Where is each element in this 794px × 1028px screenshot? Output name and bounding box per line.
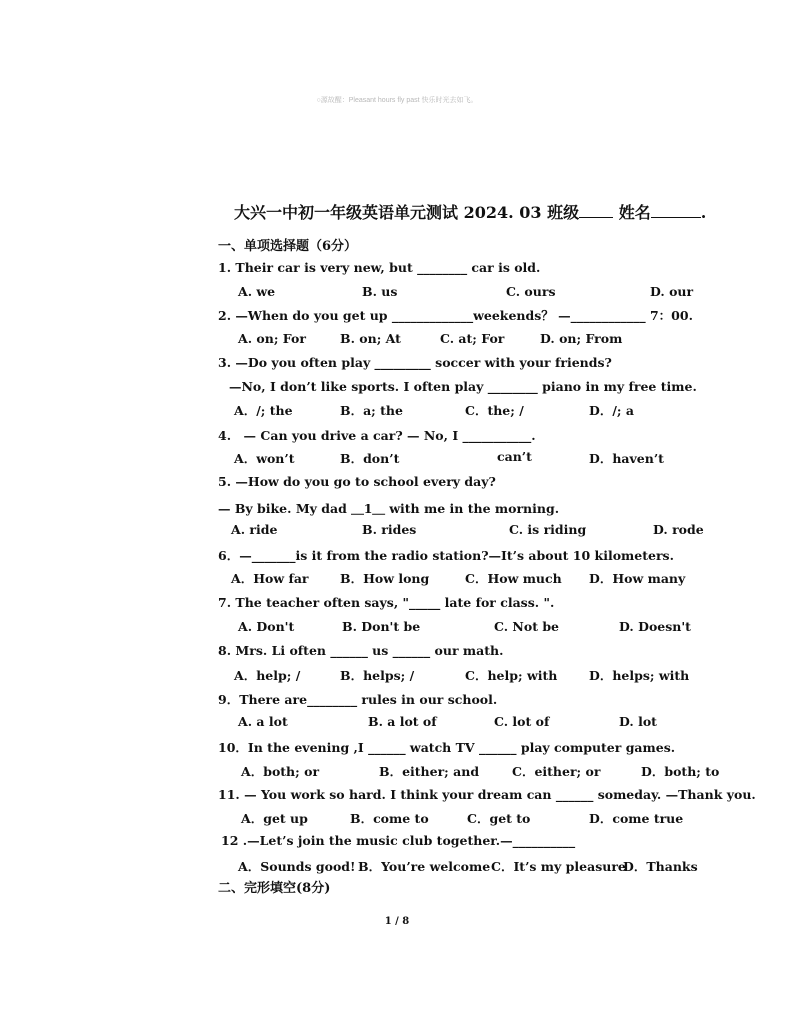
option-a: A．both; or (241, 764, 320, 779)
option-d: D. our (650, 284, 694, 299)
option-d: D．Thanks (623, 859, 698, 874)
section-heading: 一、单项选择题（6分） (218, 239, 358, 254)
question-options (0, 762, 794, 780)
option-b: B．You’re welcome (358, 859, 491, 874)
option-c: C．either; or (512, 764, 601, 779)
option-a: A. on; For (238, 331, 306, 346)
option-a: A. a lot (238, 714, 288, 729)
question-options (0, 809, 794, 827)
question-stem: 9．There are________ rules in our school. (218, 692, 498, 707)
question-stem: 8. Mrs. Li often ______ us ______ our math. (218, 643, 504, 658)
option-a: A．/; the (234, 403, 293, 418)
name-blank (651, 203, 701, 218)
option-c: C. lot of (494, 714, 550, 729)
option-d: D. on; From (540, 331, 623, 346)
option-b: B. rides (362, 522, 417, 537)
option-c: C．It’s my pleasure (491, 859, 626, 874)
option-d: D．come true (589, 811, 684, 826)
class-blank (579, 203, 613, 218)
option-c: C. is riding (509, 522, 587, 537)
question-stem: 12 .—Let’s join the music club together.—__________ (221, 833, 576, 848)
option-c: C．help; with (465, 668, 558, 683)
option-a: A．How far (231, 571, 309, 586)
question-options (0, 401, 794, 419)
option-c: C．How much (465, 571, 562, 586)
option-d: D. rode (653, 522, 704, 537)
option-a: A．won’t (234, 451, 295, 466)
option-c: can’t (497, 449, 532, 464)
option-b: B．come to (350, 811, 429, 826)
option-b: B．don’t (340, 451, 400, 466)
option-d: D．helps; with (589, 668, 690, 683)
option-b: B．How long (340, 571, 430, 586)
option-b: B．either; and (379, 764, 480, 779)
option-a: A. we (238, 284, 276, 299)
option-b: B．helps; / (340, 668, 415, 683)
question-options (0, 569, 794, 587)
question-stem: 4. — Can you drive a car? — No, I ___________. (218, 428, 536, 443)
option-d: D．/; a (589, 403, 634, 418)
option-a: A. Don't (238, 619, 295, 634)
question-stem: 1. Their car is very new, but ________ car is old. (218, 260, 541, 275)
option-b: B. on; At (340, 331, 401, 346)
question-options (0, 857, 794, 875)
question-stem: 6．—_______is it from the radio station?—It’s about 10 kilometers. (218, 548, 674, 563)
option-c: C．the; / (465, 403, 524, 418)
option-b: B. Don't be (342, 619, 421, 634)
question-options (0, 666, 794, 684)
option-a: A．help; / (234, 668, 301, 683)
question-options (0, 284, 794, 302)
watermark: ○源故醒：Pleasant hours fly past 快乐时光去如飞。 (316, 97, 478, 104)
option-a: A. ride (231, 522, 278, 537)
question-stem-line2: —No, I don’t like sports. I often play ________ piano in my free time. (229, 379, 697, 394)
option-b: B. a lot of (368, 714, 437, 729)
question-stem: 2. —When do you get up _____________weekends？ —____________ 7：00. (218, 308, 693, 323)
question-stem: 3. —Do you often play _________ soccer with your friends? (218, 355, 612, 370)
option-d: D. lot (619, 714, 657, 729)
page-number: 1 / 8 (384, 916, 410, 927)
option-c: C. ours (506, 284, 556, 299)
page-title: 大兴一中初一年级英语单元测试 2024. 03 班级 姓名 . (234, 203, 707, 222)
question-options (0, 449, 794, 467)
option-d: D．haven’t (589, 451, 664, 466)
question-stem: 5. —How do you go to school every day? (218, 474, 496, 489)
class-label: 班级 (547, 203, 580, 222)
question-stem: 7. The teacher often says, "_____ late for class. ". (218, 595, 555, 610)
question-options (0, 331, 794, 349)
option-c: C. at; For (440, 331, 505, 346)
question-options (0, 714, 794, 732)
option-b: B．a; the (340, 403, 403, 418)
question-stem: 10．In the evening ,I ______ watch TV ______ play computer games. (218, 740, 676, 755)
question-stem: 11. — You work so hard. I think your dream can ______ someday. —Thank you. (218, 787, 756, 802)
option-b: B. us (362, 284, 398, 299)
question-options (0, 619, 794, 637)
question-options (0, 522, 794, 540)
option-c: C．get to (467, 811, 531, 826)
title-text: 大兴一中初一年级英语单元测试 2024. 03 (234, 203, 542, 222)
option-d: D．How many (589, 571, 686, 586)
question-stem-line2: — By bike. My dad ＿1＿ with me in the morning. (218, 501, 560, 516)
option-d: D. Doesn't (619, 619, 691, 634)
option-a: A．Sounds good! (238, 859, 356, 874)
option-c: C. Not be (494, 619, 560, 634)
option-a: A．get up (241, 811, 308, 826)
option-d: D．both; to (641, 764, 720, 779)
name-label: 姓名 (618, 203, 651, 222)
section-heading: 二、完形填空(8分) (218, 881, 331, 896)
